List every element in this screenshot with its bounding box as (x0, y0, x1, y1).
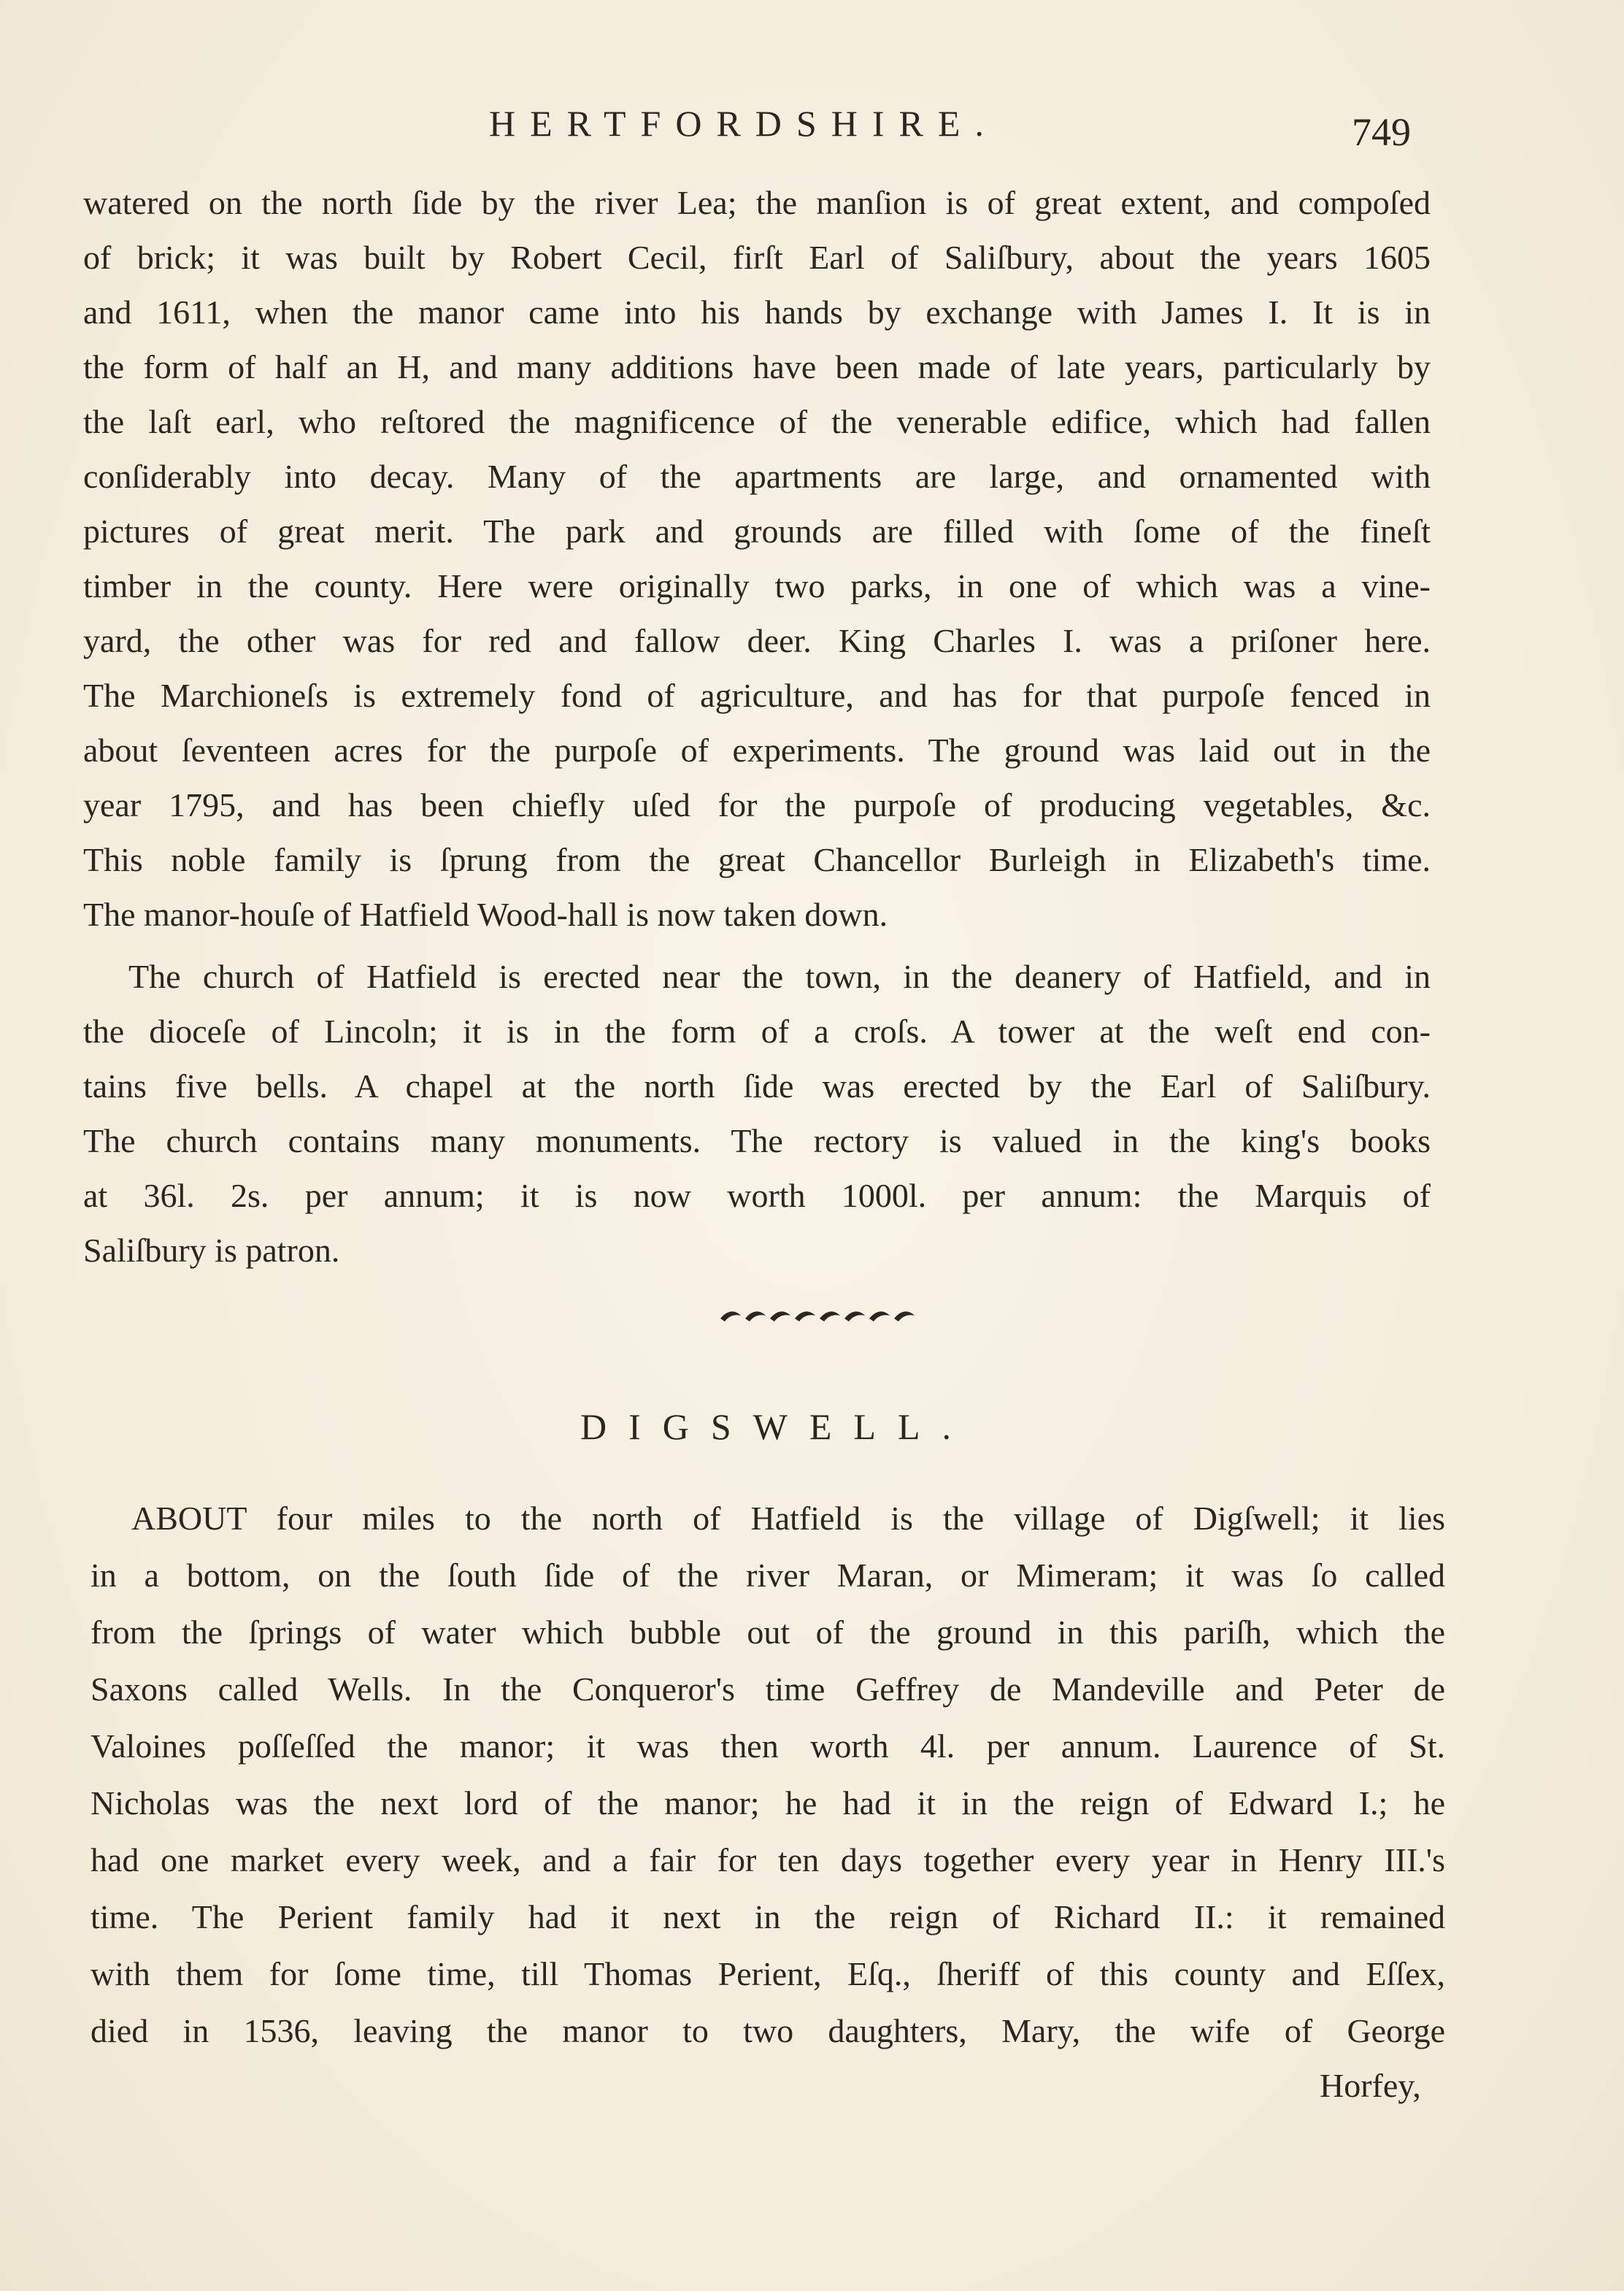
text-line: Valoines poſſeſſed the manor; it was then worth 4l. per annum. Laurence of St. (91, 1727, 1445, 1765)
text-line: the dioceſe of Lincoln; it is in the form of a croſs. A tower at the weſt end con- (83, 1013, 1431, 1050)
section-title: DIGSWELL. (580, 1406, 973, 1447)
text-line: The manor-houſe of Hatfield Wood-hall is now taken down. (83, 896, 888, 933)
text-line: from the ſprings of water which bubble out of the ground in this pariſh, which the (91, 1613, 1445, 1651)
catchword: Horfey, (1320, 2067, 1421, 2104)
text-line: at 36l. 2s. per annum; it is now worth 1000l. per annum: the Marquis of (83, 1177, 1431, 1214)
text-line: The Marchioneſs is extremely fond of agriculture, and has for that purpoſe fenced in (83, 677, 1431, 714)
text-line: watered on the north ſide by the river Lea; the manſion is of great extent, and compoſed (83, 184, 1431, 221)
text-line: and 1611, when the manor came into his hands by exchange with James I. It is in (83, 293, 1431, 331)
text-line: died in 1536, leaving the manor to two daughters, Mary, the wife of George (91, 2012, 1445, 2049)
running-title: HERTFORDSHIRE. (489, 103, 998, 144)
text-line: about ſeventeen acres for the purpoſe of experiments. The ground was laid out in the (83, 732, 1431, 769)
text-line: Saxons called Wells. In the Conqueror's time Geffrey de Mandeville and Peter de (91, 1670, 1445, 1708)
text-line: the laſt earl, who reſtored the magnificence of the venerable edifice, which had fallen (83, 403, 1431, 440)
text-line: This noble family is ſprung from the great Chancellor Burleigh in Elizabeth's time. (83, 841, 1431, 878)
page-number: 749 (1352, 110, 1411, 154)
text-line: with them for ſome time, till Thomas Perient, Eſq., ſheriff of this county and Eſſex, (91, 1955, 1445, 1992)
text-line: time. The Perient family had it next in the reign of Richard II.: it remained (91, 1898, 1445, 1935)
text-line: of brick; it was built by Robert Cecil, firſt Earl of Saliſbury, about the years 1605 (83, 239, 1431, 276)
text-line: year 1795, and has been chiefly uſed for the purpoſe of producing vegetables, &c. (83, 786, 1431, 824)
text-line: yard, the other was for red and fallow deer. King Charles I. was a priſoner here. (83, 622, 1431, 659)
text-line: in a bottom, on the ſouth ſide of the river Maran, or Mimeram; it was ſo called (91, 1557, 1445, 1594)
text-line: had one market every week, and a fair for ten days together every year in Henry III.'s (91, 1841, 1445, 1879)
text-line: pictures of great merit. The park and grounds are filled with ſome of the fineſt (83, 513, 1431, 550)
text-line: timber in the county. Here were originally two parks, in one of which was a vine- (83, 567, 1431, 605)
text-line: conſiderably into decay. Many of the apartments are large, and ornamented with (83, 458, 1431, 495)
ornament-divider (719, 1307, 923, 1324)
text-line: the form of half an H, and many additions have been made of late years, particularly by (83, 348, 1431, 385)
text-line: The church contains many monuments. The rectory is valued in the king's books (83, 1122, 1431, 1159)
text-line: ABOUT four miles to the north of Hatfield is the village of Digſwell; it lies (131, 1500, 1445, 1537)
text-line: tains five bells. A chapel at the north ſide was erected by the Earl of Saliſbury. (83, 1067, 1431, 1105)
text-line: Nicholas was the next lord of the manor; he had it in the reign of Edward I.; he (91, 1784, 1445, 1822)
text-line: The church of Hatfield is erected near the town, in the deanery of Hatfield, and in (128, 958, 1431, 995)
text-line: Saliſbury is patron. (83, 1232, 340, 1269)
